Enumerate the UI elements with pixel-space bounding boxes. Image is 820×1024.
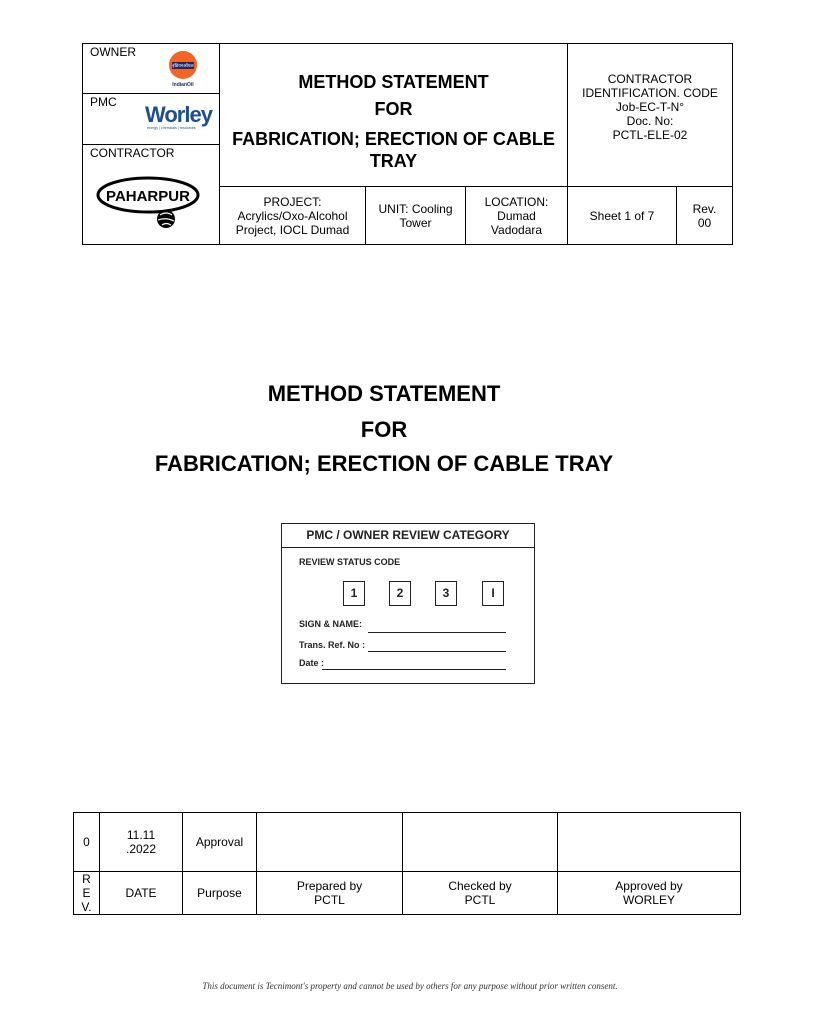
worley-logo-icon [143,98,212,132]
stamp-title: PMC / OWNER REVIEW CATEGORY [282,528,534,548]
rev-cell [677,187,732,244]
svg-text:energy | chemicals | resources: energy | chemicals | resources [147,126,196,130]
review-code-box: I [482,581,504,606]
paharpur-logo-icon [96,175,206,231]
review-code-box: 1 [343,581,365,606]
sheet-cell [568,187,677,244]
svg-text:PAHARPUR: PAHARPUR [106,188,190,205]
contractor-id-code-cell [568,44,732,187]
rev-date-cell: 11.11 .2022 [125,828,157,856]
pmc-cell [83,94,219,145]
svg-text:Worley: Worley [145,102,212,127]
header-date-cell: DATE [125,886,157,900]
review-code-box: 3 [435,581,457,606]
contractor-cell [83,145,219,244]
main-title-line3: FABRICATION; ERECTION OF CABLE TRAY [154,451,614,476]
unit-value: UNIT: Cooling Tower [378,201,453,230]
code-line4: Doc. No: [626,114,674,128]
code-line1: CONTRACTOR [607,72,693,86]
rev-value: 00 [697,215,712,230]
location-label: LOCATION: [484,194,549,209]
trans-ref-label: Trans. Ref. No : [299,640,366,650]
location-value: Dumad Vadodara [490,208,543,237]
location-cell [466,187,568,244]
header-title-line1: METHOD STATEMENT [298,72,489,92]
header-title-line3: FABRICATION; ERECTION OF CABLE TRAY [232,129,555,171]
main-title-line2: FOR [360,417,408,442]
header-rev-cell: R E V. [81,872,92,914]
indianoil-logo-text: IndianOil [172,82,194,88]
pmc-label: PMC [90,95,117,109]
sign-name-label: SIGN & NAME: [299,619,362,629]
review-category-stamp [281,523,535,684]
rev-label: Rev. [692,201,717,216]
project-value: Acrylics/Oxo-Alcohol Project, IOCL Dumad [235,208,350,237]
project-cell [220,187,366,244]
document-header-table [82,43,733,245]
project-label: PROJECT: [263,194,322,209]
trans-ref-line [368,651,506,652]
header-title-cell [220,44,568,187]
code-line5: PCTL-ELE-02 [612,128,688,142]
rev-number-cell: 0 [83,835,90,849]
date-label: Date : [299,658,325,668]
header-prepared-cell: Prepared by PCTL [296,879,363,907]
contractor-label: CONTRACTOR [90,146,175,160]
header-checked-cell: Checked by PCTL [448,879,512,907]
code-line2: IDENTIFICATION. CODE [582,86,718,100]
header-title-line2: FOR [374,99,413,119]
header-approved-cell: Approved by WORLEY [615,879,683,907]
unit-cell [366,187,466,244]
header-parties-column [83,44,220,244]
sign-name-line [368,632,506,633]
revision-table [73,812,741,915]
owner-label: OWNER [90,45,136,59]
footer-disclaimer: This document is Tecnimont's property and cannot be used by others for any purpose without prior written consent. [202,981,618,991]
owner-cell [83,44,219,94]
svg-text:इंडियनऑयल: इंडियनऑयल [172,63,194,68]
code-line3: Job-EC-T-N° [615,100,685,114]
rev-purpose-cell: Approval [195,835,244,849]
main-title-line1: METHOD STATEMENT [267,381,501,406]
review-status-label: REVIEW STATUS CODE [299,557,401,567]
review-code-box: 2 [389,581,411,606]
date-line [322,669,506,670]
header-purpose-cell: Purpose [197,886,242,900]
sheet-value: Sheet 1 of 7 [589,208,655,223]
indianoil-logo-icon [166,50,200,88]
